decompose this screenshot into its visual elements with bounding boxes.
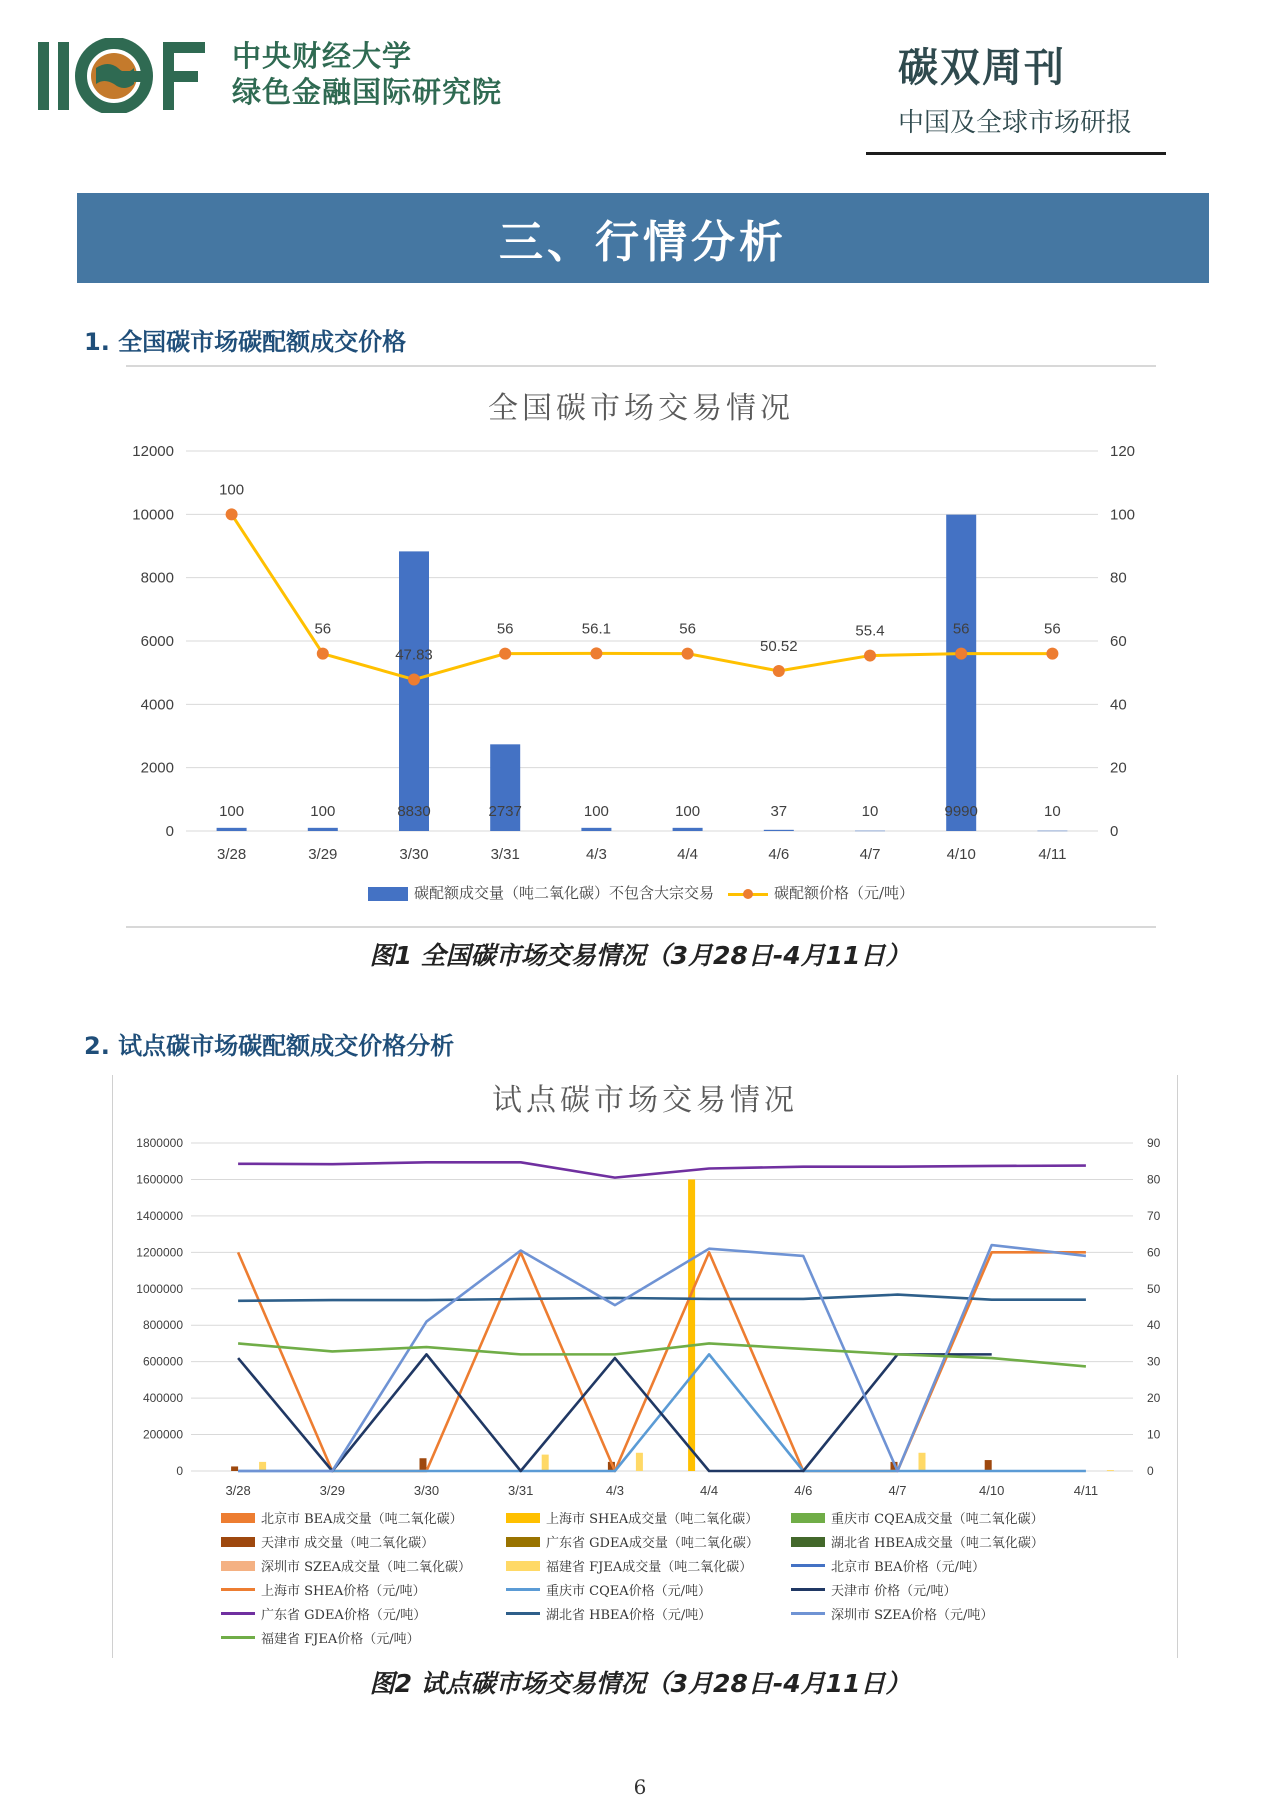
section-banner [77,193,1209,283]
chart2-legend-label: 广东省 GDEA价格（元/吨） [261,1608,427,1623]
chart2-legend-label: 天津市 成交量（吨二氧化碳） [261,1536,435,1551]
pilot-market-chart [112,1075,1178,1658]
chart1-x-tick-label: 4/3 [585,846,607,863]
iigf-logo [38,38,208,113]
chart2-legend-swatch [791,1564,825,1567]
chart2-x-tick-label: 4/6 [794,1483,813,1498]
chart1-y2-tick-label: 100 [1110,506,1136,524]
chart1-price-label: 47.83 [395,646,433,664]
chart1-y2-tick-label: 80 [1110,569,1127,587]
chart1-price-point [590,647,602,659]
chart2-volume-bar [688,1179,695,1471]
chart1-bar-label: 8830 [397,803,431,820]
chart2-x-tick-label: 4/11 [1073,1483,1099,1498]
legend-volume-label: 碳配额成交量（吨二氧化碳）不包含大宗交易 [413,884,714,902]
chart2-legend-item [221,1556,506,1575]
chart1-bar [581,828,611,831]
chart2-x-tick-label: 4/7 [888,1483,907,1498]
chart2-y-tick-label: 200000 [142,1427,183,1442]
figure1-caption: 图1 全国碳市场交易情况（3月28日-4月11日） [369,941,911,970]
chart2-legend-swatch [506,1513,540,1523]
chart1-bar [946,515,976,831]
chart1-y-tick-label: 8000 [140,569,174,587]
chart2-legend-item [506,1580,791,1599]
subsection-1-title: 1. 全国碳市场碳配额成交价格 [84,328,407,356]
chart1-y2-tick-label: 0 [1110,823,1119,840]
chart2-legend-item [791,1508,1091,1527]
chart2-legend-swatch [506,1537,540,1547]
legend-volume-swatch [368,887,408,901]
chart2-legend-swatch [791,1513,825,1523]
chart1-bar [399,551,429,831]
chart1-y2-tick-label: 40 [1110,696,1127,714]
chart2-legend-label: 重庆市 CQEA成交量（吨二氧化碳） [831,1512,1044,1527]
chart1-price-point [317,648,329,660]
chart2-legend-swatch [221,1537,255,1547]
chart2-volume-bar [542,1455,549,1471]
chart1-legend [126,882,1156,903]
organization-line-1: 中央财经大学 [232,39,413,73]
chart1-x-tick-label: 4/6 [768,846,790,863]
chart2-y-tick-label: 400000 [142,1391,183,1406]
chart1-price-label: 56 [952,620,970,638]
chart2-x-tick-label: 4/4 [700,1483,719,1498]
chart1-y2-tick-label: 60 [1110,633,1127,650]
chart2-y-tick-label: 0 [176,1464,183,1478]
chart2-legend-item [221,1508,506,1527]
chart1-bar [673,828,703,831]
chart2-legend [221,1508,1121,1647]
chart2-legend-label: 上海市 SHEA价格（元/吨） [261,1584,426,1599]
chart2-legend-label: 湖北省 HBEA成交量（吨二氧化碳） [831,1536,1044,1551]
chart2-x-tick-label: 3/31 [508,1483,534,1498]
chart2-price-line [238,1162,1086,1177]
chart2-y2-tick-label: 60 [1147,1245,1161,1260]
chart1-x-tick-label: 4/10 [946,846,976,863]
chart2-legend-item [221,1580,506,1599]
chart2-legend-item [791,1604,1091,1623]
chart1-price-label: 56 [496,620,514,638]
chart1-bar-label: 100 [219,803,245,820]
chart2-legend-item [506,1508,791,1527]
publication-title: 碳双周刊 [898,45,1066,91]
chart1-x-tick-label: 4/4 [677,846,699,863]
chart1-price-point [226,508,238,520]
chart2-legend-swatch [791,1612,825,1615]
chart2-legend-item [506,1532,791,1551]
chart2-x-tick-label: 4/3 [605,1483,624,1498]
chart2-volume-bar [1107,1470,1114,1471]
chart2-legend-label: 广东省 GDEA成交量（吨二氧化碳） [546,1536,759,1551]
chart1-price-point [682,648,694,660]
chart2-legend-item [506,1604,791,1623]
chart2-legend-swatch [506,1612,540,1615]
chart2-y2-tick-label: 10 [1147,1427,1161,1442]
chart2-x-tick-label: 3/28 [225,1483,251,1498]
chart2-legend-label: 北京市 BEA成交量（吨二氧化碳） [261,1512,463,1527]
chart2-legend-item [791,1580,1091,1599]
legend-price [728,882,914,903]
chart2-x-tick-label: 4/10 [979,1483,1005,1498]
chart2-legend-item [221,1532,506,1551]
chart2-volume-bar [919,1453,926,1471]
chart1-bar-label: 10 [861,803,879,820]
chart2-y-tick-label: 1400000 [136,1208,183,1223]
legend-volume [368,882,714,903]
chart2-volume-bar [259,1462,266,1471]
publication-subtitle: 中国及全球市场研报 [898,108,1133,138]
chart1-price-point [773,665,785,677]
chart2-y-tick-label: 1000000 [136,1281,183,1296]
chart2-legend-label: 湖北省 HBEA价格（元/吨） [546,1608,712,1623]
chart2-x-tick-label: 3/30 [413,1483,440,1498]
chart1-bar [217,828,247,831]
chart2-legend-swatch [221,1513,255,1523]
chart1-price-label: 56.1 [581,620,612,638]
chart2-legend-item [506,1556,791,1575]
chart2-y2-tick-label: 80 [1147,1172,1161,1187]
organization-line-2: 绿色金融国际研究院 [232,75,503,109]
legend-price-label: 碳配额价格（元/吨） [773,884,915,902]
chart2-price-line [238,1354,992,1471]
legend-price-swatch [728,893,768,896]
chart2-legend-label: 深圳市 SZEA价格（元/吨） [831,1608,994,1623]
chart1-price-point [955,648,967,660]
chart2-y2-tick-label: 0 [1147,1464,1154,1478]
chart1-price-label: 56 [314,620,332,638]
chart2-volume-bar [231,1466,238,1471]
chart1-bar [855,831,885,832]
chart1-plot [126,367,1156,877]
chart1-bar-label: 9990 [944,803,978,820]
chart1-y-tick-label: 12000 [132,443,174,460]
chart1-x-tick-label: 3/31 [490,846,520,863]
chart2-y-tick-label: 1800000 [136,1136,183,1150]
chart2-y-tick-label: 800000 [142,1318,183,1333]
chart2-x-tick-label: 3/29 [319,1483,345,1498]
chart1-price-label: 56 [679,620,696,638]
chart1-price-label: 55.4 [855,622,885,640]
chart2-y-tick-label: 1600000 [136,1172,183,1187]
chart2-legend-item [221,1604,506,1623]
chart1-x-tick-label: 4/7 [859,846,881,863]
chart1-price-label: 50.52 [760,638,798,656]
chart1-title: 全国碳市场交易情况 [488,391,794,426]
chart1-price-point [408,674,420,686]
chart2-price-line [238,1295,1086,1301]
chart1-y-tick-label: 6000 [140,633,174,650]
chart2-legend-label: 天津市 价格（元/吨） [831,1584,957,1599]
chart2-title: 试点碳市场交易情况 [492,1083,798,1118]
chart1-price-point [864,650,876,662]
chart1-x-tick-label: 4/11 [1038,846,1067,863]
page-number: 6 [633,1775,647,1799]
chart2-legend-label: 北京市 BEA价格（元/吨） [831,1560,985,1575]
chart1-x-tick-label: 3/29 [308,846,338,863]
chart1-y2-tick-label: 120 [1110,443,1136,460]
chart2-legend-label: 福建省 FJEA价格（元/吨） [261,1632,420,1647]
figure2-caption: 图2 试点碳市场交易情况（3月28日-4月11日） [369,1669,911,1698]
chart2-legend-swatch [221,1612,255,1615]
chart2-legend-label: 深圳市 SZEA成交量（吨二氧化碳） [261,1560,471,1575]
chart1-x-tick-label: 3/30 [399,846,429,863]
header-rule [866,152,1166,155]
chart2-legend-label: 福建省 FJEA成交量（吨二氧化碳） [546,1560,753,1575]
chart2-legend-swatch [506,1588,540,1591]
chart1-y-tick-label: 0 [165,823,174,840]
chart1-bar [1037,831,1067,832]
subsection-2-title: 2. 试点碳市场碳配额成交价格分析 [84,1032,455,1060]
chart2-legend-swatch [221,1588,255,1591]
chart2-legend-swatch [791,1537,825,1547]
chart2-volume-bar [420,1458,427,1471]
page-header [0,0,1280,175]
chart2-volume-bar [985,1460,992,1471]
chart2-volume-bar [636,1453,643,1471]
chart1-y-tick-label: 2000 [140,759,174,777]
chart1-bar-label: 2737 [488,803,522,820]
chart2-plot [113,1075,1179,1505]
chart1-price-label: 56 [1044,620,1061,638]
chart2-legend-label: 重庆市 CQEA价格（元/吨） [546,1584,711,1599]
chart1-price-point [499,648,511,660]
chart1-bar-label: 100 [583,803,609,820]
chart2-legend-swatch [221,1636,255,1639]
chart1-price-point [1046,648,1058,660]
chart2-y2-tick-label: 50 [1147,1281,1161,1296]
chart1-y-tick-label: 4000 [140,696,174,714]
chart2-legend-swatch [791,1588,825,1591]
national-market-chart [126,365,1156,928]
chart1-x-tick-label: 3/28 [216,846,247,863]
chart2-y-tick-label: 1200000 [136,1245,183,1260]
chart2-y2-tick-label: 30 [1147,1354,1161,1369]
section-title: 三、行情分析 [499,217,787,268]
chart2-legend-item [221,1628,506,1647]
chart1-bar-label: 100 [310,803,336,820]
chart2-legend-item [791,1532,1091,1551]
chart1-y-tick-label: 10000 [132,506,174,524]
chart1-y2-tick-label: 20 [1110,759,1127,777]
chart2-y-tick-label: 600000 [142,1354,183,1369]
chart2-legend-label: 上海市 SHEA成交量（吨二氧化碳） [546,1512,759,1527]
chart1-bar-label: 37 [770,803,788,820]
chart2-legend-item [791,1556,1091,1575]
organization-name [232,38,502,110]
chart2-y2-tick-label: 70 [1147,1208,1161,1223]
chart2-y2-tick-label: 90 [1147,1136,1161,1150]
chart2-legend-swatch [506,1561,540,1571]
chart1-bar [764,830,794,831]
chart2-legend-swatch [221,1561,255,1571]
chart1-bar [308,828,338,831]
chart1-price-label: 100 [219,481,245,499]
chart1-bar-label: 100 [675,803,701,820]
chart1-price-line [232,514,1053,679]
chart2-y2-tick-label: 20 [1147,1391,1161,1406]
chart1-bar-label: 10 [1044,803,1061,820]
chart2-y2-tick-label: 40 [1147,1318,1161,1333]
